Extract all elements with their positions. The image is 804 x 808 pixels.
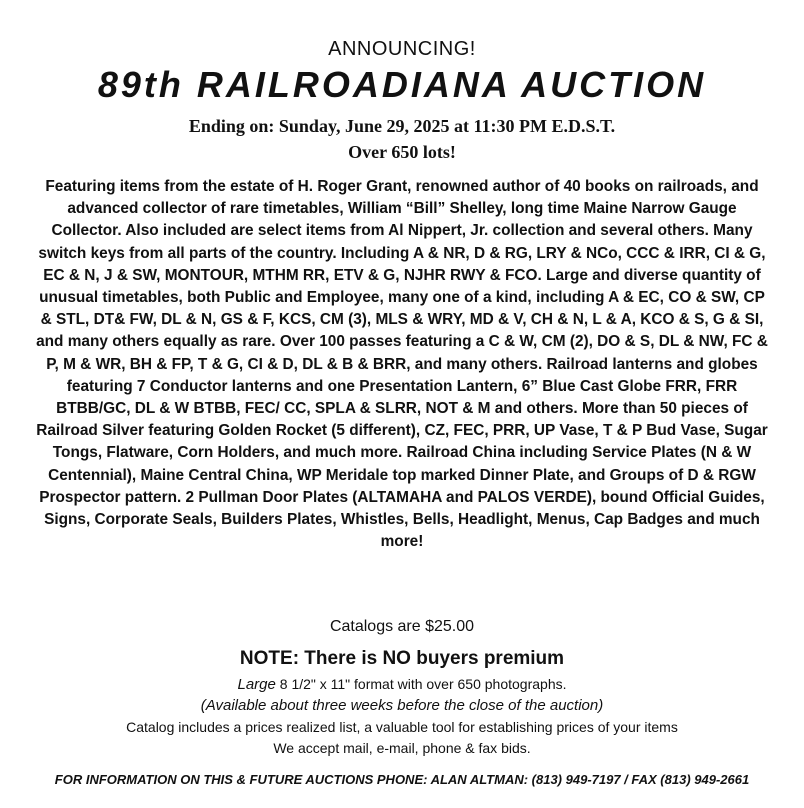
catalog-format: [0, 676, 804, 693]
bid-methods: We accept mail, e-mail, phone & fax bids.: [273, 740, 531, 756]
auction-description: Featuring items from the estate of H. Roger Grant, renowned author of 40 books on railroads, and advanced collector of rare timetables, William “Bill” Shelley, long time Maine Narrow Gauge Collector. Also included are select items from Al Nippert, Jr. collection and several others. Many switch keys from all parts of the country. Including A & NR, D & RG, LRY & NCo, CCC & IRR, CI & G, EC & N, J & SW, MONTOUR, MTHM RR, ETV & G, NJHR RWY & FCO. Large and diverse quantity of unusual timetables, both Public and Employee, many one of a kind, including A & EC, CO & SW, CP & STL, DT& FW, DL & N, GS & F, KCS, CM (3), MLS & WRY, MD & V, CH & N, L & A, KCO & S, G & SI, and many others equally as rare. Over 100 passes featuring a C & W, CM (2), DO & S, DL & NW, FC & P, M & WR, BH & FP, T & G, CI & D, DL & B & BRR, and many others. Railroad lanterns and globes featuring 7 Conductor lanterns and one Presentation Lantern, 6” Blue Cast Globe FRR, FRR BTBB/GC, DL & W BTBB, FEC/ CC, SPLA & SLRR, NOT & M and others. More than 50 pieces of Railroad Silver featuring Golden Rocket (5 different), CZ, FEC, PRR, UP Vase, T & P Bud Vase, Sugar Tongs, Flatware, Corn Holders, and much more. Railroad China including Service Plates (N & W Centennial), Maine Central China, WP Meridale top marked Dinner Plate, and Groups of D & RGW Prospector pattern. 2 Pullman Door Plates (ALTAMAHA and PALOS VERDE), bound Official Guides, Signs, Corporate Seals, Builders Plates, Whistles, Bells, Headlight, Menus, Cap Badges and much more!: [36, 178, 768, 551]
ending-date: Ending on: Sunday, June 29, 2025 at 11:30 PM E.D.S.T.: [188, 116, 616, 136]
format-text: 8 1/2" x 11" format with over 650 photographs.: [275, 676, 567, 692]
lot-count: Over 650 lots!: [348, 142, 456, 162]
note-text: There is NO buyers premium: [299, 648, 565, 669]
catalog-price: Catalogs are $25.00: [329, 618, 475, 635]
availability-note: (Available about three weeks before the close of the auction): [200, 697, 604, 714]
prices-realized-note: Catalog includes a prices realized list, a valuable tool for establishing prices of your items: [126, 719, 678, 735]
note-label: NOTE:: [239, 648, 300, 669]
premium-note: [0, 648, 804, 670]
auction-title: 89th RAILROADIANA AUCTION: [97, 64, 707, 105]
format-large: Large: [237, 676, 276, 693]
announcing-heading: ANNOUNCING!: [328, 38, 476, 60]
contact-footer: FOR INFORMATION ON THIS & FUTURE AUCTIONS PHONE: ALAN ALTMAN: (813) 949-7197 / FAX (813) 949-2661: [54, 772, 750, 787]
